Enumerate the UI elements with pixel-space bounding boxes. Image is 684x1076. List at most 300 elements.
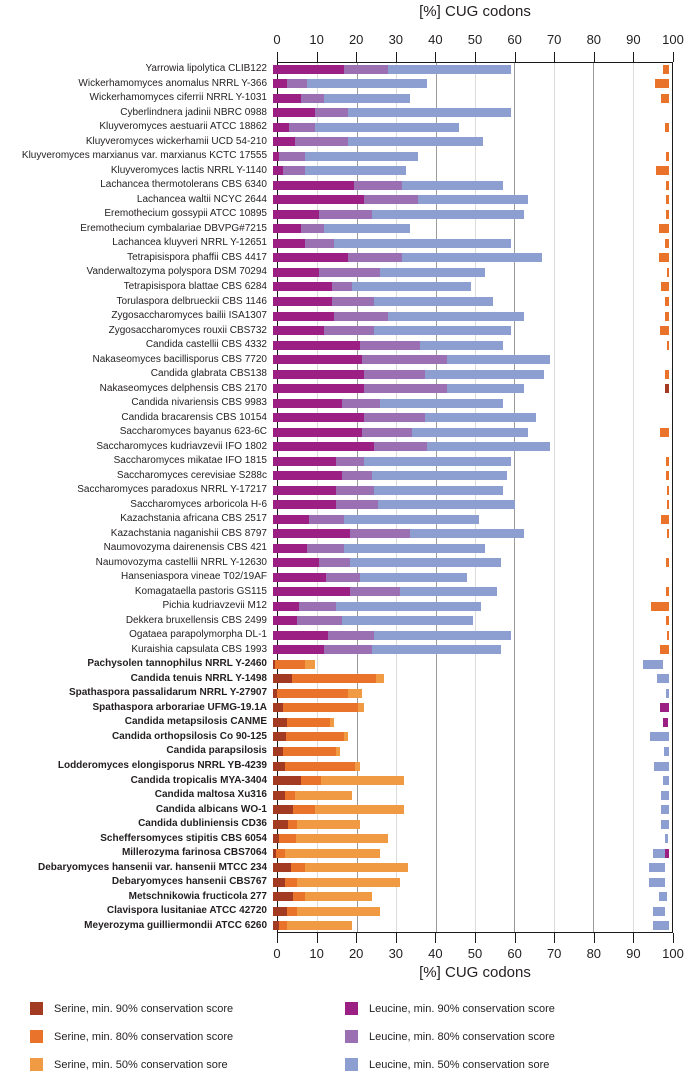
chart-row (0, 773, 673, 788)
bar-track (273, 152, 669, 161)
axis-tick-mark (277, 52, 278, 62)
species-label: Candida dubliniensis CD36 (138, 818, 267, 830)
bar-track (273, 297, 669, 306)
bar-segment-s80 (293, 805, 315, 814)
bar-segment-l80 (299, 602, 337, 611)
axis-tick-label: 10 (309, 32, 324, 47)
species-label: Lachancea waltii NCYC 2644 (136, 193, 267, 205)
bar-segment-s50 (330, 718, 334, 727)
species-label: Kluyveromyces lactis NRRL Y-1140 (110, 164, 267, 176)
species-label: Saccharomyces bayanus 623-6C (119, 426, 267, 438)
bar-segment-s80 (661, 515, 669, 524)
bar-segment-l90 (273, 326, 324, 335)
bar-segment-s80 (291, 863, 305, 872)
species-label: Candida parapsilosis (166, 745, 267, 757)
chart-row (0, 817, 673, 832)
chart-row (0, 918, 673, 933)
bar-segment-l90 (273, 544, 307, 553)
bar-segment-l50 (372, 471, 507, 480)
bar-track (273, 210, 669, 219)
bar-segment-l80 (305, 239, 335, 248)
bar-segment-s90 (273, 776, 301, 785)
bar-segment-l90 (660, 703, 669, 712)
bar-segment-s80 (666, 210, 669, 219)
species-label: Naumovozyma dairenensis CBS 421 (103, 542, 267, 554)
bar-segment-s80 (661, 282, 669, 291)
species-label: Candida maltosa Xu316 (154, 789, 267, 801)
bar-segment-l80 (348, 253, 401, 262)
bar-track (273, 907, 669, 916)
bar-segment-s80 (667, 341, 669, 350)
chart-row (0, 585, 673, 600)
legend-label: Leucine, min. 50% conservation sore (369, 1058, 550, 1071)
chart-row (0, 410, 673, 425)
axis-tick-mark (673, 52, 674, 62)
species-label: Eremothecium gossypii ATCC 10895 (104, 208, 267, 220)
bar-segment-l90 (273, 602, 299, 611)
bar-track (273, 442, 669, 451)
species-label: Kluyveromyces marxianus var. marxianus KCTC 17555 (21, 150, 267, 162)
bar-segment-l50 (388, 312, 525, 321)
bar-segment-l90 (273, 195, 364, 204)
bar-track (273, 878, 669, 887)
bar-segment-l80 (287, 79, 307, 88)
axis-tick-label: 10 (309, 946, 324, 961)
bar-segment-l90 (273, 457, 336, 466)
chart-row (0, 294, 673, 309)
axis-tick-mark (396, 933, 397, 943)
bar-segment-l90 (273, 399, 342, 408)
bar-segment-l80 (336, 486, 374, 495)
bar-segment-l50 (661, 791, 669, 800)
chart-row (0, 643, 673, 658)
bar-segment-s90 (273, 703, 283, 712)
bar-segment-l80 (301, 224, 325, 233)
bar-track (273, 718, 669, 727)
chart-row (0, 831, 673, 846)
bar-segment-s80 (666, 181, 669, 190)
species-label: Kluyveromyces wickerhamii UCD 54-210 (85, 135, 267, 147)
axis-tick-label: 70 (546, 946, 562, 961)
bar-track (273, 820, 669, 829)
bar-segment-s80 (666, 616, 669, 625)
axis-tick-mark (633, 52, 634, 62)
bar-segment-s80 (660, 326, 669, 335)
bar-segment-l80 (362, 428, 412, 437)
bar-segment-s80 (667, 268, 669, 277)
bar-segment-l90 (273, 253, 348, 262)
bar-segment-l80 (336, 500, 378, 509)
chart-row (0, 367, 673, 382)
legend-column (30, 1002, 345, 1071)
bar-segment-s50 (285, 849, 380, 858)
bar-track (273, 631, 669, 640)
bar-segment-l50 (360, 573, 467, 582)
species-label: Spathaspora passalidarum NRRL Y-27907 (68, 687, 267, 699)
legend-item (30, 1002, 345, 1015)
legend-swatch-s90 (30, 1002, 43, 1015)
species-label: Dekkera bruxellensis CBS 2499 (125, 614, 267, 626)
legend (30, 1002, 660, 1071)
bar-segment-l50 (348, 108, 510, 117)
legend-item (30, 1058, 345, 1071)
bar-segment-l50 (334, 239, 510, 248)
bar-segment-l50 (410, 529, 525, 538)
bar-segment-s90 (273, 732, 286, 741)
chart-row (0, 338, 673, 353)
bar-segment-l80 (289, 123, 315, 132)
bar-track (273, 674, 669, 683)
bar-segment-l50 (653, 921, 669, 930)
bar-segment-s90 (273, 892, 293, 901)
legend-swatch-l90 (345, 1002, 358, 1015)
bar-segment-l80 (283, 166, 305, 175)
bar-segment-l80 (364, 384, 447, 393)
bar-segment-s50 (297, 820, 360, 829)
bar-segment-l90 (663, 718, 668, 727)
bar-segment-l50 (412, 428, 529, 437)
bar-segment-l80 (332, 282, 352, 291)
chart-row (0, 875, 673, 890)
bar-segment-l50 (657, 674, 669, 683)
bar-track (273, 65, 669, 74)
bar-segment-l90 (273, 312, 334, 321)
bar-track (273, 370, 669, 379)
bar-segment-l90 (273, 355, 362, 364)
bar-segment-s80 (283, 747, 336, 756)
bar-track (273, 616, 669, 625)
bar-segment-l80 (334, 312, 387, 321)
chart-row (0, 628, 673, 643)
bar-segment-s50 (305, 660, 315, 669)
chart-row (0, 556, 673, 571)
bar-segment-s80 (665, 239, 669, 248)
chart-row (0, 265, 673, 280)
bar-segment-s80 (666, 471, 669, 480)
axis-tick-mark (356, 933, 357, 943)
bar-segment-s80 (301, 776, 321, 785)
chart-row (0, 701, 673, 716)
chart-row (0, 570, 673, 585)
bar-segment-l90 (273, 166, 283, 175)
axis-tick-label: 0 (273, 32, 281, 47)
bar-segment-l80 (279, 152, 305, 161)
bar-track (273, 94, 669, 103)
chart-row (0, 497, 673, 512)
chart-row (0, 527, 673, 542)
bar-track (273, 166, 669, 175)
bar-segment-l90 (665, 849, 669, 858)
bar-track (273, 355, 669, 364)
bar-segment-l50 (364, 457, 511, 466)
bar-segment-l80 (324, 326, 374, 335)
bar-track (273, 515, 669, 524)
bar-track (273, 79, 669, 88)
bar-segment-l90 (273, 529, 350, 538)
bar-segment-s80 (665, 312, 669, 321)
axis-top (273, 32, 684, 62)
axis-tick-mark (554, 52, 555, 62)
bar-segment-l90 (273, 282, 332, 291)
bar-segment-s80 (656, 166, 669, 175)
species-label: Saccharomyces kudriavzevii IFO 1802 (96, 440, 267, 452)
bar-segment-l50 (324, 224, 409, 233)
bar-segment-s80 (292, 674, 376, 683)
bar-segment-s80 (275, 660, 305, 669)
bar-segment-l90 (273, 210, 319, 219)
axis-tick-mark (633, 933, 634, 943)
bar-segment-s80 (287, 907, 297, 916)
chart-row (0, 846, 673, 861)
species-label: Scheffersomyces stipitis CBS 6054 (100, 832, 267, 844)
bar-segment-l80 (362, 355, 447, 364)
axis-tick-mark (475, 52, 476, 62)
bar-segment-s80 (277, 689, 348, 698)
species-label: Tetrapisispora blattae CBS 6284 (123, 280, 267, 292)
axis-tick-mark (277, 933, 278, 943)
bar-segment-l80 (301, 94, 325, 103)
species-label: Kuraishia capsulata CBS 1993 (131, 643, 267, 655)
bar-segment-l90 (273, 370, 364, 379)
axis-tick-mark (396, 52, 397, 62)
bar-segment-l80 (324, 645, 372, 654)
bar-segment-s90 (273, 791, 285, 800)
species-label: Candida nivariensis CBS 9983 (131, 397, 267, 409)
chart-row (0, 512, 673, 527)
species-label: Zygosaccharomyces rouxii CBS732 (108, 324, 267, 336)
species-label: Nakaseomyces bacillisporus CBS 7720 (92, 353, 267, 365)
species-label: Millerozyma farinosa CBS7064 (121, 847, 267, 859)
bar-segment-l90 (273, 123, 289, 132)
chart-row (0, 425, 673, 440)
axis-tick-label: 50 (467, 946, 483, 961)
bar-segment-s80 (666, 195, 669, 204)
chart-row (0, 468, 673, 483)
bar-segment-l50 (315, 123, 460, 132)
bar-segment-l50 (344, 515, 479, 524)
bar-segment-s50 (295, 791, 352, 800)
chart-row (0, 759, 673, 774)
bar-track (273, 776, 669, 785)
bar-segment-l50 (344, 544, 485, 553)
bar-segment-s90 (273, 907, 287, 916)
bar-track (273, 239, 669, 248)
bar-segment-l50 (653, 907, 665, 916)
chart-row (0, 193, 673, 208)
species-label: Candida bracarensis CBS 10154 (121, 411, 267, 423)
species-label: Torulaspora delbrueckii CBS 1146 (116, 295, 267, 307)
species-label: Metschnikowia fructicola 277 (128, 890, 267, 902)
bar-segment-s80 (665, 123, 669, 132)
chart-row (0, 106, 673, 121)
species-label: Saccharomyces cerevisiae S288c (116, 469, 267, 481)
bar-segment-l90 (273, 616, 297, 625)
bar-segment-l50 (427, 442, 550, 451)
bar-segment-s80 (665, 297, 669, 306)
axis-tick-label: 0 (273, 946, 281, 961)
chart-row (0, 62, 673, 77)
bar-segment-s80 (666, 152, 669, 161)
bar-track (273, 921, 669, 930)
species-label: Wickerhamomyces anomalus NRRL Y-366 (78, 77, 267, 89)
chart-row (0, 672, 673, 687)
bar-segment-s50 (321, 776, 404, 785)
bar-track (273, 791, 669, 800)
bar-segment-s90 (273, 718, 287, 727)
chart-row (0, 744, 673, 759)
bar-segment-l90 (273, 428, 362, 437)
bar-segment-s90 (273, 747, 283, 756)
bar-segment-s50 (355, 762, 360, 771)
bar-segment-s80 (655, 79, 669, 88)
bar-segment-l90 (273, 631, 328, 640)
legend-label: Serine, min. 80% conservation score (54, 1030, 234, 1043)
bar-track (273, 805, 669, 814)
species-label: Candida tenuis NRRL Y-1498 (130, 672, 267, 684)
bar-track (273, 573, 669, 582)
chart-rows (0, 62, 673, 933)
bar-segment-s50 (344, 732, 348, 741)
legend-label: Leucine, min. 90% conservation score (369, 1002, 555, 1015)
axis-tick-label: 30 (388, 946, 404, 961)
axis-tick-label: 40 (428, 32, 443, 47)
chart-row (0, 802, 673, 817)
bar-segment-l50 (643, 660, 663, 669)
axis-tick-mark (317, 933, 318, 943)
bar-segment-s90 (273, 762, 285, 771)
axis-tick-mark (317, 52, 318, 62)
bar-segment-l50 (336, 602, 481, 611)
species-label: Kluyveromyces aestuarii ATCC 18862 (99, 121, 267, 133)
chart-row (0, 788, 673, 803)
bar-segment-l50 (665, 834, 668, 843)
axis-tick-label: 90 (626, 32, 641, 47)
bar-segment-l50 (653, 849, 665, 858)
bar-track (273, 529, 669, 538)
species-label: Naumovozyma castellii NRRL Y-12630 (95, 556, 267, 568)
bar-segment-s80 (661, 94, 669, 103)
bar-segment-s80 (283, 703, 358, 712)
chart-row (0, 236, 673, 251)
chart-row (0, 614, 673, 629)
chart-row (0, 77, 673, 92)
chart-row (0, 657, 673, 672)
bar-segment-l90 (273, 558, 319, 567)
bar-segment-l90 (273, 573, 326, 582)
species-label: Hanseniaspora vineae T02/19AF (120, 571, 267, 583)
bar-segment-s50 (358, 703, 364, 712)
bar-segment-l50 (649, 878, 665, 887)
chart-row (0, 686, 673, 701)
bar-segment-l80 (342, 471, 372, 480)
bar-segment-l80 (354, 181, 402, 190)
bar-segment-s50 (297, 878, 400, 887)
bar-segment-l50 (380, 399, 503, 408)
bar-segment-l90 (273, 79, 287, 88)
species-label: Candida tropicalis MYA-3404 (130, 774, 267, 786)
bar-track (273, 282, 669, 291)
species-label: Saccharomyces paradoxus NRRL Y-17217 (77, 484, 267, 496)
axis-tick-label: 60 (507, 946, 522, 961)
bar-segment-s90 (273, 878, 285, 887)
chart-row (0, 715, 673, 730)
species-label: Yarrowia lipolytica CLIB122 (145, 63, 267, 75)
bar-segment-s50 (305, 892, 372, 901)
species-label: Lachancea kluyveri NRRL Y-12651 (112, 237, 267, 249)
legend-swatch-l50 (345, 1058, 358, 1071)
legend-item (30, 1030, 345, 1043)
bar-segment-s80 (285, 791, 295, 800)
bar-segment-s80 (660, 645, 669, 654)
bar-track (273, 732, 669, 741)
bar-segment-l90 (273, 94, 301, 103)
bar-track (273, 224, 669, 233)
species-label: Debaryomyces hansenii var. hansenii MTCC 234 (38, 861, 267, 873)
legend-item (345, 1002, 660, 1015)
bar-track (273, 137, 669, 146)
bar-segment-l90 (273, 486, 336, 495)
axis-bottom (273, 933, 684, 963)
bar-track (273, 326, 669, 335)
bar-track (273, 384, 669, 393)
bar-segment-s80 (279, 921, 287, 930)
chart-row (0, 599, 673, 614)
species-label: Saccharomyces mikatae IFO 1815 (113, 455, 267, 467)
bar-segment-l90 (273, 500, 336, 509)
species-label: Meyerozyma guilliermondii ATCC 6260 (84, 919, 267, 931)
bar-segment-l80 (319, 268, 380, 277)
chart-row (0, 323, 673, 338)
chart-row (0, 730, 673, 745)
bar-segment-s80 (666, 558, 669, 567)
bar-segment-l80 (364, 370, 425, 379)
axis-tick-mark (515, 52, 516, 62)
bar-track (273, 312, 669, 321)
bar-segment-l50 (661, 805, 669, 814)
bar-segment-l90 (273, 239, 305, 248)
bar-track (273, 645, 669, 654)
bar-segment-l80 (332, 297, 374, 306)
bar-segment-s80 (667, 631, 669, 640)
species-label: Spathaspora arborariae UFMG-19.1A (92, 701, 267, 713)
bar-segment-l50 (374, 631, 511, 640)
bar-segment-l80 (315, 108, 349, 117)
bar-track (273, 587, 669, 596)
species-label: Lodderomyces elongisporus NRRL YB-4239 (57, 760, 267, 771)
bar-segment-l80 (326, 573, 360, 582)
bar-segment-s80 (659, 224, 669, 233)
legend-item (345, 1058, 660, 1071)
bar-track (273, 602, 669, 611)
bar-track (273, 253, 669, 262)
legend-swatch-s80 (30, 1030, 43, 1043)
chart-row (0, 207, 673, 222)
bar-segment-l80 (350, 587, 400, 596)
bar-segment-l80 (364, 195, 417, 204)
bar-track (273, 689, 669, 698)
bar-segment-l50 (447, 384, 524, 393)
bar-segment-l50 (307, 79, 428, 88)
axis-tick-mark (673, 933, 674, 943)
bar-segment-l50 (305, 166, 406, 175)
chart-row (0, 860, 673, 875)
bar-track (273, 544, 669, 553)
legend-swatch-s50 (30, 1058, 43, 1071)
bar-segment-l50 (425, 370, 544, 379)
bar-segment-s50 (296, 834, 388, 843)
bar-segment-l50 (418, 195, 529, 204)
species-label: Pachysolen tannophilus NRRL Y-2460 (87, 658, 267, 670)
